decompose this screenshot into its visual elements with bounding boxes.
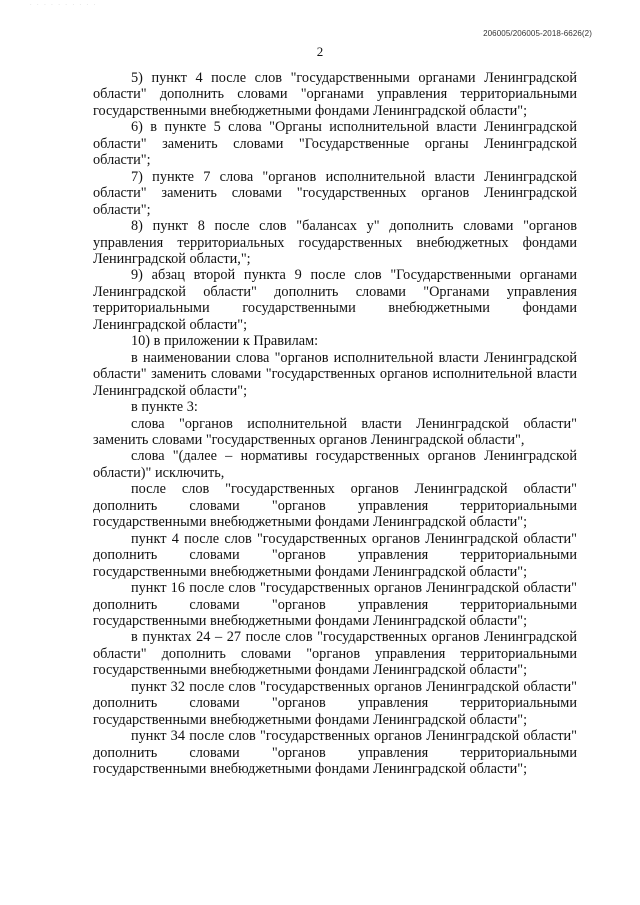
paragraph-title-change: в наименовании слова "органов исполнительной власти Ленинградской области" заменить словами "государственных органов исполнительной власти Ленинградской области";: [93, 349, 577, 399]
paragraph-item-8: 8) пункт 8 после слов "балансах у" дополнить словами "органов управления территориальных государственных внебюджетных фондами Ленинградской области,";: [93, 218, 577, 267]
paragraph-point-3-exclude: слова "(далее – нормативы государственных органов Ленинградской области)" исключить,: [93, 448, 577, 481]
paragraph-points-24-27: в пунктах 24 – 27 после слов "государственных органов Ленинградской области" дополнить словами "органов управления территориальными государственными внебюджетными фондами Ленинградской области";: [93, 629, 577, 679]
paragraph-item-7: 7) пункте 7 слова "органов исполнительной власти Ленинградской области" заменить словами "государственных органов Ленинградской области";: [93, 168, 577, 218]
page-number: 2: [316, 44, 324, 59]
paragraph-item-6: 6) в пункте 5 слова "Органы исполнительной власти Ленинградской области" заменить словами "Государственные органы Ленинградской области";: [93, 119, 577, 169]
paragraph-point-34: пункт 34 после слов "государственных органов Ленинградской области" дополнить словами "органов управления территориальными государственными внебюджетными фондами Ленинградской области";: [93, 728, 577, 778]
paragraph-item-9: 9) абзац второй пункта 9 после слов "Государственными органами Ленинградской области" дополнить словами "Органами управления территориальными государственными внебюджетными фондами Ленинградской области";: [93, 267, 577, 333]
document-id: 206005/206005-2018-6626(2): [483, 29, 592, 38]
paragraph-point-32: пункт 32 после слов "государственных органов Ленинградской области" дополнить словами "органов управления территориальными государственными внебюджетными фондами Ленинградской области";: [93, 678, 577, 728]
paragraph-item-10: 10) в приложении к Правилам:: [131, 333, 319, 350]
scan-artifact-marks: · · · · · · · · · ·: [30, 2, 98, 8]
paragraph-item-5: 5) пункт 4 после слов "государственными органами Ленинградской области" дополнить словами "органами управления территориальными государственными внебюджетными фондами Ленинградской области";: [93, 70, 577, 119]
paragraph-point-16: пункт 16 после слов "государственных органов Ленинградской области" дополнить словами "органов управления территориальными государственными внебюджетными фондами Ленинградской области";: [93, 580, 577, 629]
paragraph-point-3-append: после слов "государственных органов Ленинградской области" дополнить словами "органов управления территориальными государственными внебюджетными фондами Ленинградской области";: [93, 481, 577, 531]
paragraph-point-3-heading: в пункте 3:: [131, 399, 198, 416]
paragraph-point-4: пункт 4 после слов "государственных органов Ленинградской области" дополнить словами "органов управления территориальными государственными внебюджетными фондами Ленинградской области";: [93, 530, 577, 580]
document-body: [93, 70, 577, 777]
paragraph-point-3-replace: слова "органов исполнительной власти Ленинградской области" заменить словами "государственных органов Ленинградской области",: [93, 415, 577, 448]
